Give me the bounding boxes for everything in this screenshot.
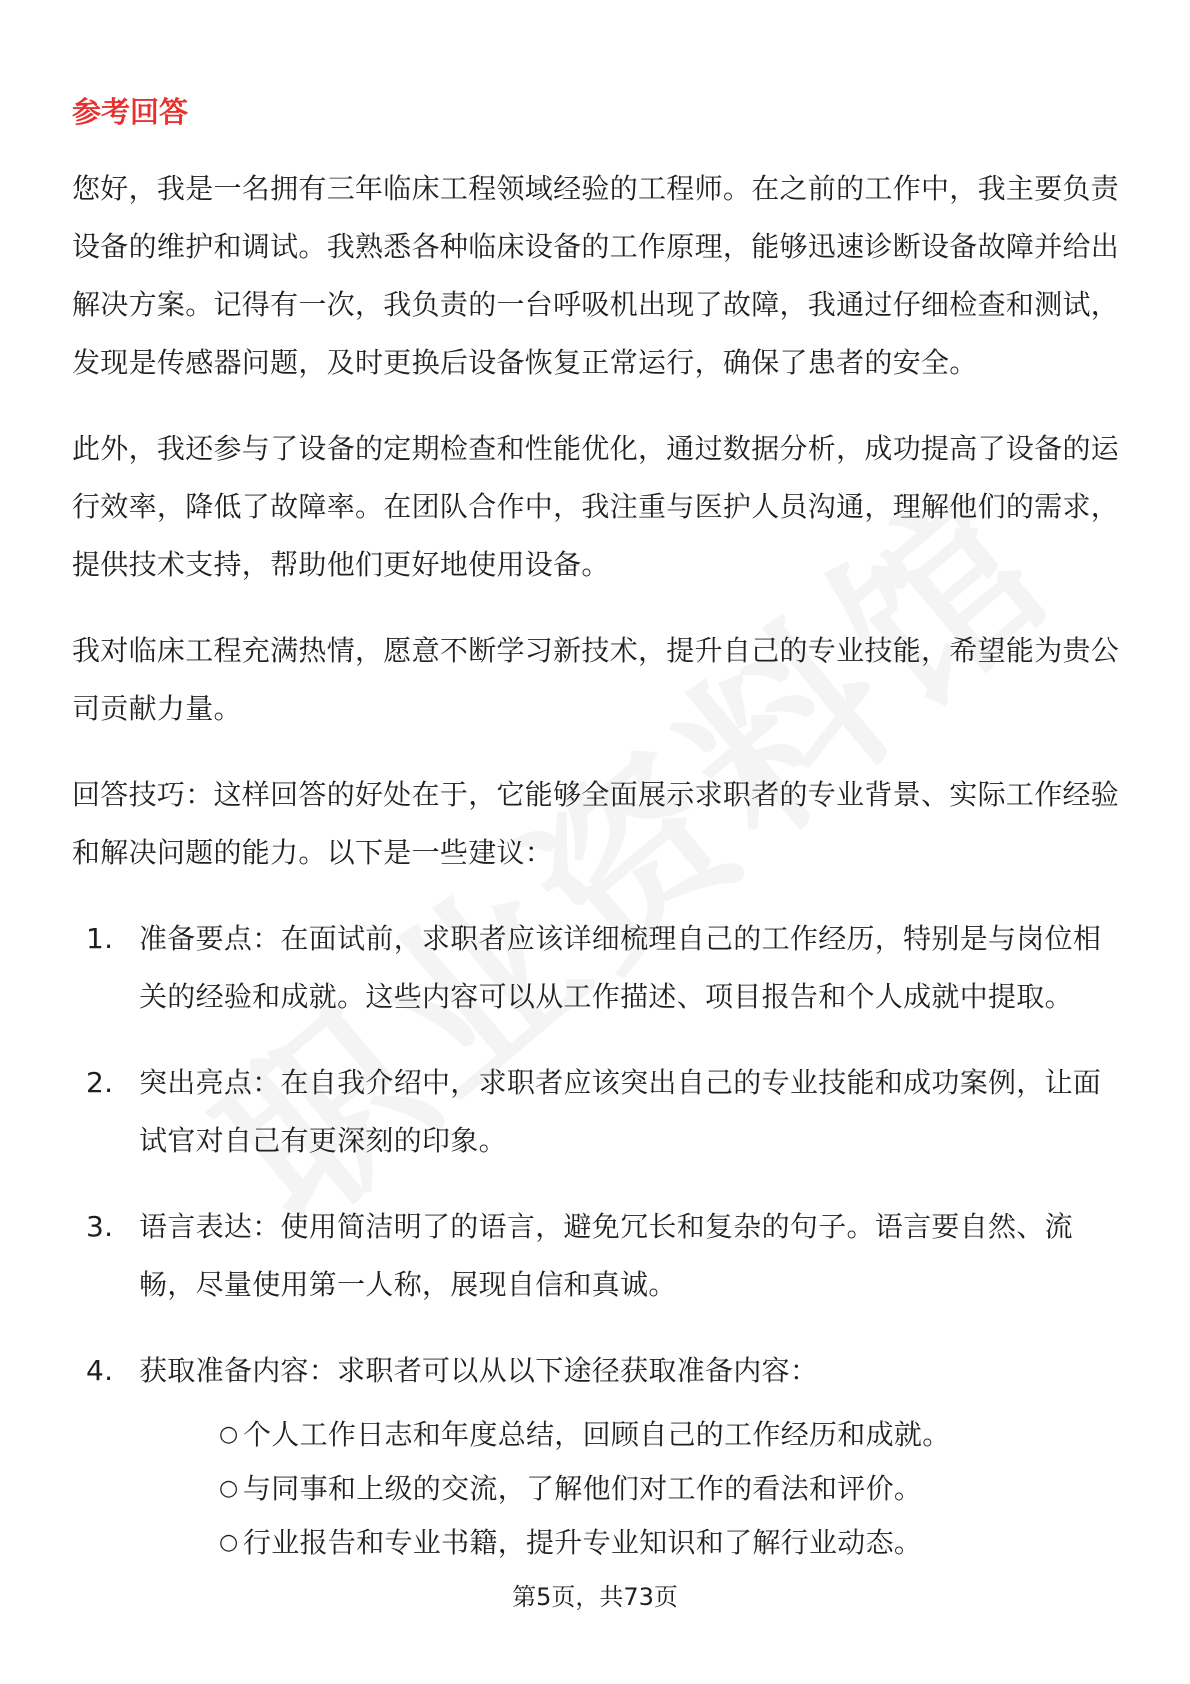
- tip-number: 4.: [86, 1354, 114, 1387]
- paragraph-tips-intro: 回答技巧：这样回答的好处在于，它能够全面展示求职者的专业背景、实际工作经验和解决问题的能力。以下是一些建议：: [72, 778, 1120, 869]
- sources-list: [139, 1408, 1122, 1570]
- page-footer: 第5页，共73页: [512, 1583, 678, 1611]
- tip-number: 3.: [86, 1210, 114, 1243]
- paragraph-experience: 此外，我还参与了设备的定期检查和性能优化，通过数据分析，成功提高了设备的运行效率，降低了故障率。在团队合作中，我注重与医护人员沟通，理解他们的需求，提供技术支持，帮助他们更好地使用设备。: [72, 432, 1120, 581]
- tip-text: 语言表达：使用简洁明了的语言，避免冗长和复杂的句子。语言要自然、流畅，尽量使用第一人称，展现自信和真诚。: [139, 1210, 1073, 1301]
- tip-item: [86, 1198, 1122, 1314]
- circle-bullet-icon: ○: [219, 1476, 239, 1501]
- tip-text: 准备要点：在面试前，求职者应该详细梳理自己的工作经历，特别是与岗位相关的经验和成就。这些内容可以从工作描述、项目报告和个人成就中提取。: [139, 922, 1102, 1013]
- paragraph-intro: 您好，我是一名拥有三年临床工程领域经验的工程师。在之前的工作中，我主要负责设备的维护和调试。我熟悉各种临床设备的工作原理，能够迅速诊断设备故障并给出解决方案。记得有一次，我负责的一台呼吸机出现了故障，我通过仔细检查和测试，发现是传感器问题，及时更换后设备恢复正常运行，确保了患者的安全。: [72, 172, 1120, 379]
- tip-text: 获取准备内容：求职者可以从以下途径获取准备内容：: [139, 1354, 819, 1387]
- source-item: [139, 1516, 1122, 1570]
- tip-text: 突出亮点：在自我介绍中，求职者应该突出自己的专业技能和成功案例，让面试官对自己有更深刻的印象。: [139, 1066, 1102, 1157]
- tip-number: 2.: [86, 1066, 114, 1099]
- circle-bullet-icon: ○: [219, 1422, 239, 1447]
- tip-item: [86, 1342, 1122, 1570]
- source-text: 行业报告和专业书籍，提升专业知识和了解行业动态。: [243, 1526, 923, 1559]
- source-item: [139, 1408, 1122, 1462]
- tip-item: [86, 1054, 1122, 1170]
- tips-list: [72, 910, 1122, 1570]
- section-heading: 参考回答: [72, 95, 189, 129]
- paragraph-passion: 我对临床工程充满热情，愿意不断学习新技术，提升自己的专业技能，希望能为贵公司贡献力量。: [72, 634, 1120, 725]
- circle-bullet-icon: ○: [219, 1530, 239, 1555]
- source-text: 个人工作日志和年度总结，回顾自己的工作经历和成就。: [243, 1418, 951, 1451]
- source-text: 与同事和上级的交流，了解他们对工作的看法和评价。: [243, 1472, 923, 1505]
- source-item: [139, 1462, 1122, 1516]
- content-body: [72, 86, 1122, 1598]
- tip-item: [86, 910, 1122, 1026]
- tip-number: 1.: [86, 922, 114, 955]
